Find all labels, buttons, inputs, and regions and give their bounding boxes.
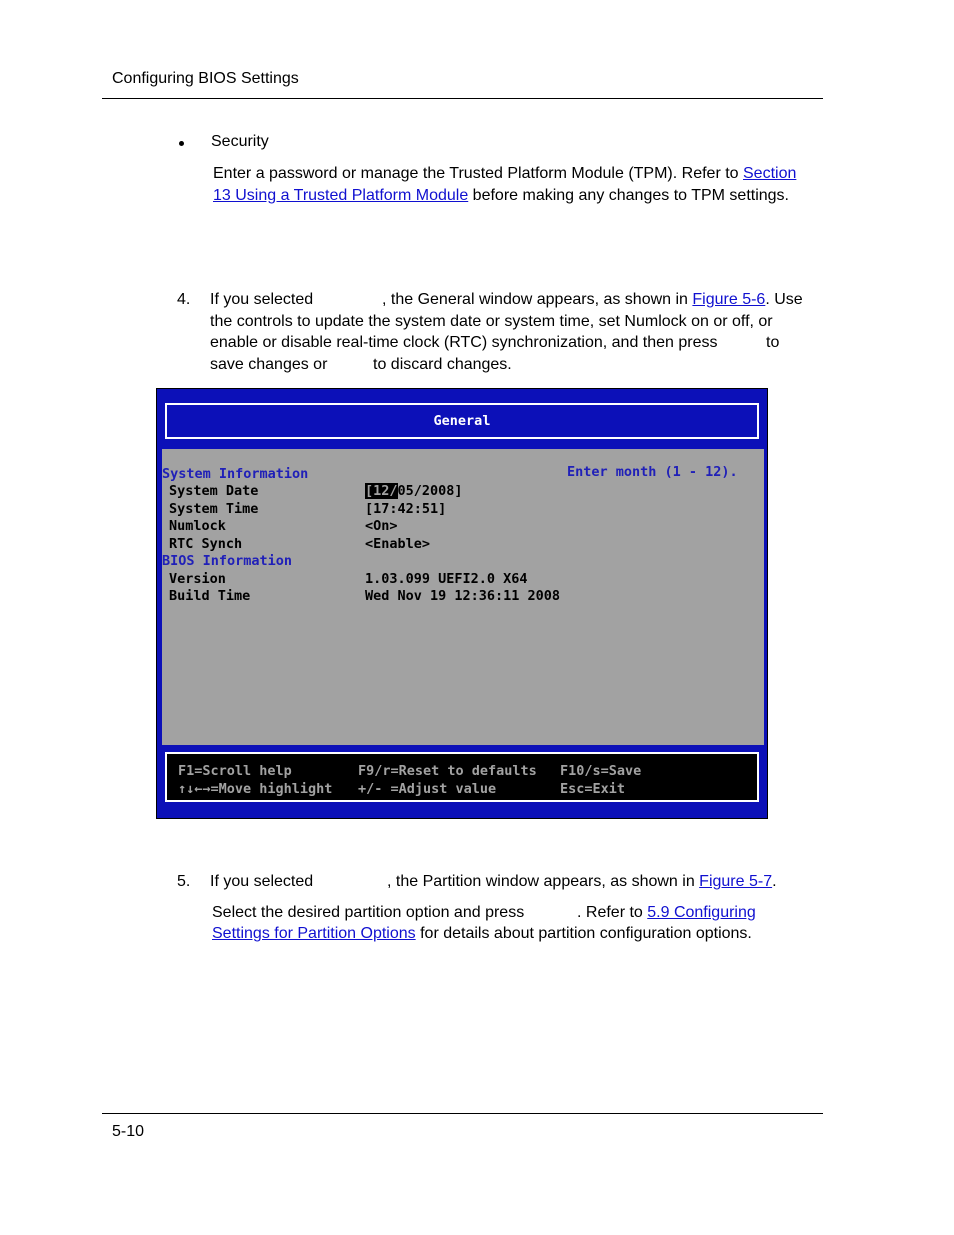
step-4-line1-text: , the General window appears, as shown in (382, 291, 693, 308)
rtc-synch-toggle[interactable]: <Enable> (365, 536, 431, 552)
numlock-label: Numlock (169, 518, 226, 534)
bios-key-legend (165, 752, 759, 802)
security-description (213, 163, 823, 206)
key-f10-save: F10/s=Save (560, 763, 642, 779)
step-4-number: 4. (177, 291, 191, 308)
key-f9-reset: F9/r=Reset to defaults (358, 763, 537, 779)
figure-5-6-link[interactable]: Figure 5-6 (692, 291, 766, 308)
section-5-9-link-part2[interactable]: Settings for Partition Options (212, 925, 416, 942)
step-4-line3-b: to (766, 334, 780, 351)
section-13-link-part1[interactable]: Section (743, 165, 797, 182)
bios-information-header: BIOS Information (162, 553, 293, 569)
step-4-line3-a: enable or disable real-time clock (RTC) synchronization, and then press (210, 334, 718, 351)
running-header: Configuring BIOS Settings (112, 70, 299, 87)
step-4-line1-a: If you selected (210, 291, 314, 308)
system-date-rest[interactable]: 05/2008] (397, 483, 463, 499)
header-rule (102, 98, 823, 99)
system-information-header: System Information (162, 466, 309, 482)
key-f1-scroll-help: F1=Scroll help (178, 763, 292, 779)
step-5-number: 5. (177, 873, 191, 890)
system-time-label: System Time (169, 501, 259, 517)
step-5-line3 (212, 925, 752, 943)
step-4-line4-a: save changes or (210, 356, 328, 373)
step-5-line3-text: for details about partition configuration options. (415, 925, 752, 942)
step-5-line1-b (387, 873, 777, 891)
bios-general-screenshot (156, 388, 768, 819)
figure-5-7-link[interactable]: Figure 5-7 (699, 873, 773, 890)
rtc-synch-label: RTC Synch (169, 536, 243, 552)
system-date-field[interactable] (365, 483, 463, 499)
step-5-line1-end: . (772, 873, 777, 890)
step-5-line2-text: . Refer to (577, 904, 648, 921)
step-5-line2-a: Select the desired partition option and press (212, 904, 525, 921)
footer-rule (102, 1113, 823, 1114)
system-date-label: System Date (169, 483, 259, 499)
step-4-line1-b (382, 291, 803, 309)
step-4-line2: the controls to update the system date or system time, set Numlock on or off, or (210, 313, 773, 330)
step-4-line4-b: to discard changes. (373, 356, 512, 373)
bios-title-bar (165, 403, 759, 439)
bullet-icon (179, 141, 184, 146)
section-13-link-part2[interactable]: 13 Using a Trusted Platform Module (213, 186, 469, 204)
bullet-title: Security (211, 133, 269, 150)
numlock-toggle[interactable]: <On> (365, 518, 398, 534)
version-label: Version (169, 571, 226, 587)
page-number: 5-10 (112, 1123, 145, 1140)
step-4-line1-end: . Use (765, 291, 803, 308)
step-5-line1-a: If you selected (210, 873, 314, 890)
system-date-month[interactable]: [12/ (365, 483, 398, 499)
build-time-value: Wed Nov 19 12:36:11 2008 (365, 588, 561, 604)
section-5-9-link-part1[interactable]: 5.9 Configuring (647, 904, 756, 921)
key-adjust-value: +/- =Adjust value (358, 781, 497, 797)
security-text-before: Enter a password or manage the Trusted Platform Module (TPM). Refer to (213, 165, 743, 182)
key-esc-exit: Esc=Exit (560, 781, 626, 797)
key-move-highlight: ↑↓←→=Move highlight (178, 781, 333, 797)
security-text-after: before making any changes to TPM settings. (468, 186, 789, 204)
step-5-line1-text: , the Partition window appears, as shown in (387, 873, 700, 890)
bios-help-text: Enter month (1 - 12). (567, 464, 738, 480)
version-value: 1.03.099 UEFI2.0 X64 (365, 571, 528, 587)
build-time-label: Build Time (169, 588, 251, 604)
step-5-line2-b (577, 904, 756, 922)
bios-title: General (433, 413, 491, 429)
system-time-field[interactable]: [17:42:51] (365, 501, 447, 517)
bios-main-panel (162, 449, 764, 745)
